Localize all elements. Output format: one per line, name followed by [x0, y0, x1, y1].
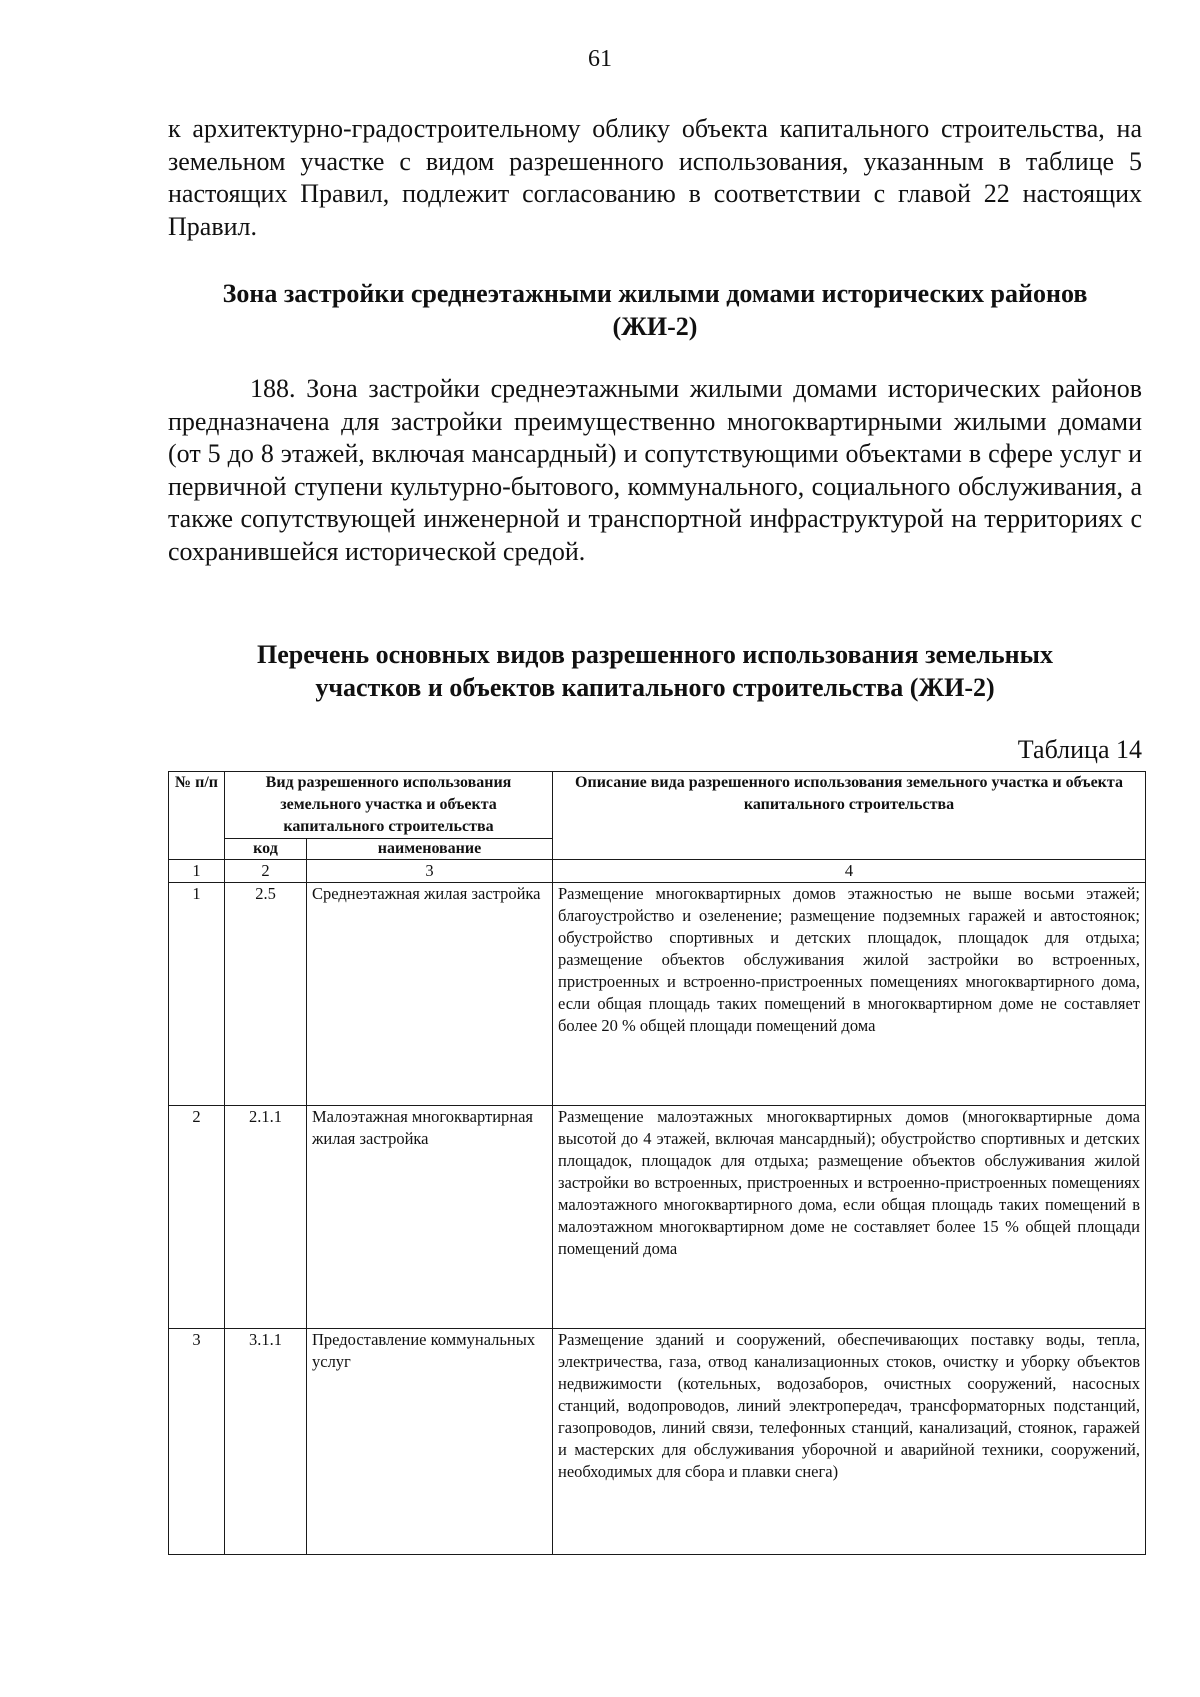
- row-number: 3: [169, 1329, 225, 1555]
- row-description: Размещение многоквартирных домов этажностью не выше восьми этажей; благоустройство и озеленение; размещение подземных гаражей и автостоянок; обустройство спортивных и детских площадок, площадок для отдыха; размещение объектов обслуживания жилой застройки во встроенных, пристроенных и встроенно-пристроенных помещениях многоквартирного дома, если общая площадь таких помещений в многоквартирном доме не составляет более 20 % общей площади помещений дома: [553, 883, 1146, 1106]
- list-heading-line1: Перечень основных видов разрешенного использования земельных: [257, 640, 1053, 669]
- row-description: Размещение зданий и сооружений, обеспечивающих поставку воды, тепла, электричества, газа, отвод канализационных стоков, очистку и уборку объектов недвижимости (котельных, водозаборов, очистных сооружений, насосных станций, водопроводов, линий электропередач, трансформаторных подстанций, газопроводов, линий связи, телефонных станций, канализаций, стоянок, гаражей и мастерских для обслуживания уборочной и аварийной техники, сооружений, необходимых для сбора и плавки снега): [553, 1329, 1146, 1555]
- zone-heading-line2: (ЖИ-2): [612, 312, 698, 341]
- row-code: 2.1.1: [225, 1106, 307, 1329]
- row-name: Малоэтажная многоквартирная жилая застройка: [307, 1106, 553, 1329]
- column-index-row: [169, 860, 1146, 883]
- row-name: Предоставление коммунальных услуг: [307, 1329, 553, 1555]
- list-heading: [168, 638, 1142, 704]
- land-use-table: [168, 771, 1146, 1555]
- page-number: 61: [588, 46, 612, 72]
- row-code: 3.1.1: [225, 1329, 307, 1555]
- table-caption: Таблица 14: [1017, 735, 1142, 764]
- row-name: Среднеэтажная жилая застройка: [307, 883, 553, 1106]
- table-row: [169, 1106, 1146, 1329]
- zone-heading: [168, 277, 1142, 343]
- table-header-row: [169, 772, 1146, 839]
- zone-heading-line1: Зона застройки среднеэтажными жилыми домами исторических районов: [222, 279, 1088, 308]
- table-row: [169, 1329, 1146, 1555]
- list-heading-line2: участков и объектов капитального строительства (ЖИ-2): [315, 673, 995, 702]
- table-row: [169, 883, 1146, 1106]
- intro-paragraph: к архитектурно-градостроительному облику объекта капитального строительства, на земельном участке с видом разрешенного использования, указанным в таблице 5 настоящих Правил, подлежит согласованию в соответствии с главой 22 настоящих Правил.: [168, 114, 1142, 241]
- header-name: наименование: [307, 839, 553, 860]
- column-index: 1: [169, 860, 225, 883]
- row-code: 2.5: [225, 883, 307, 1106]
- zone-description-paragraph: 188. Зона застройки среднеэтажными жилыми домами исторических районов предназначена для застройки преимущественно многоквартирными жилыми домами (от 5 до 8 этажей, включая мансардный) и сопутствующими объектами в сфере услуг и первичной ступени культурно-бытового, коммунального, социального обслуживания, а также сопутствующей инженерной и транспортной инфраструктурой на территориях с сохранившейся исторической средой.: [168, 374, 1142, 566]
- row-number: 2: [169, 1106, 225, 1329]
- column-index: 4: [553, 860, 1146, 883]
- header-code: код: [225, 839, 307, 860]
- header-description: Описание вида разрешенного использования земельного участка и объекта капитального строительства: [553, 772, 1146, 860]
- header-use-type: Вид разрешенного использования земельного участка и объекта капитального строительства: [225, 772, 553, 839]
- column-index: 3: [307, 860, 553, 883]
- header-number: № п/п: [169, 772, 225, 860]
- column-index: 2: [225, 860, 307, 883]
- row-description: Размещение малоэтажных многоквартирных домов (многоквартирные дома высотой до 4 этажей, включая мансардный); обустройство спортивных и детских площадок, площадок для отдыха; размещение объектов обслуживания жилой застройки во встроенных, пристроенных и встроенно-пристроенных помещениях малоэтажного многоквартирного дома, если общая площадь таких помещений в малоэтажном многоквартирном доме не составляет более 15 % общей площади помещений дома: [553, 1106, 1146, 1329]
- row-number: 1: [169, 883, 225, 1106]
